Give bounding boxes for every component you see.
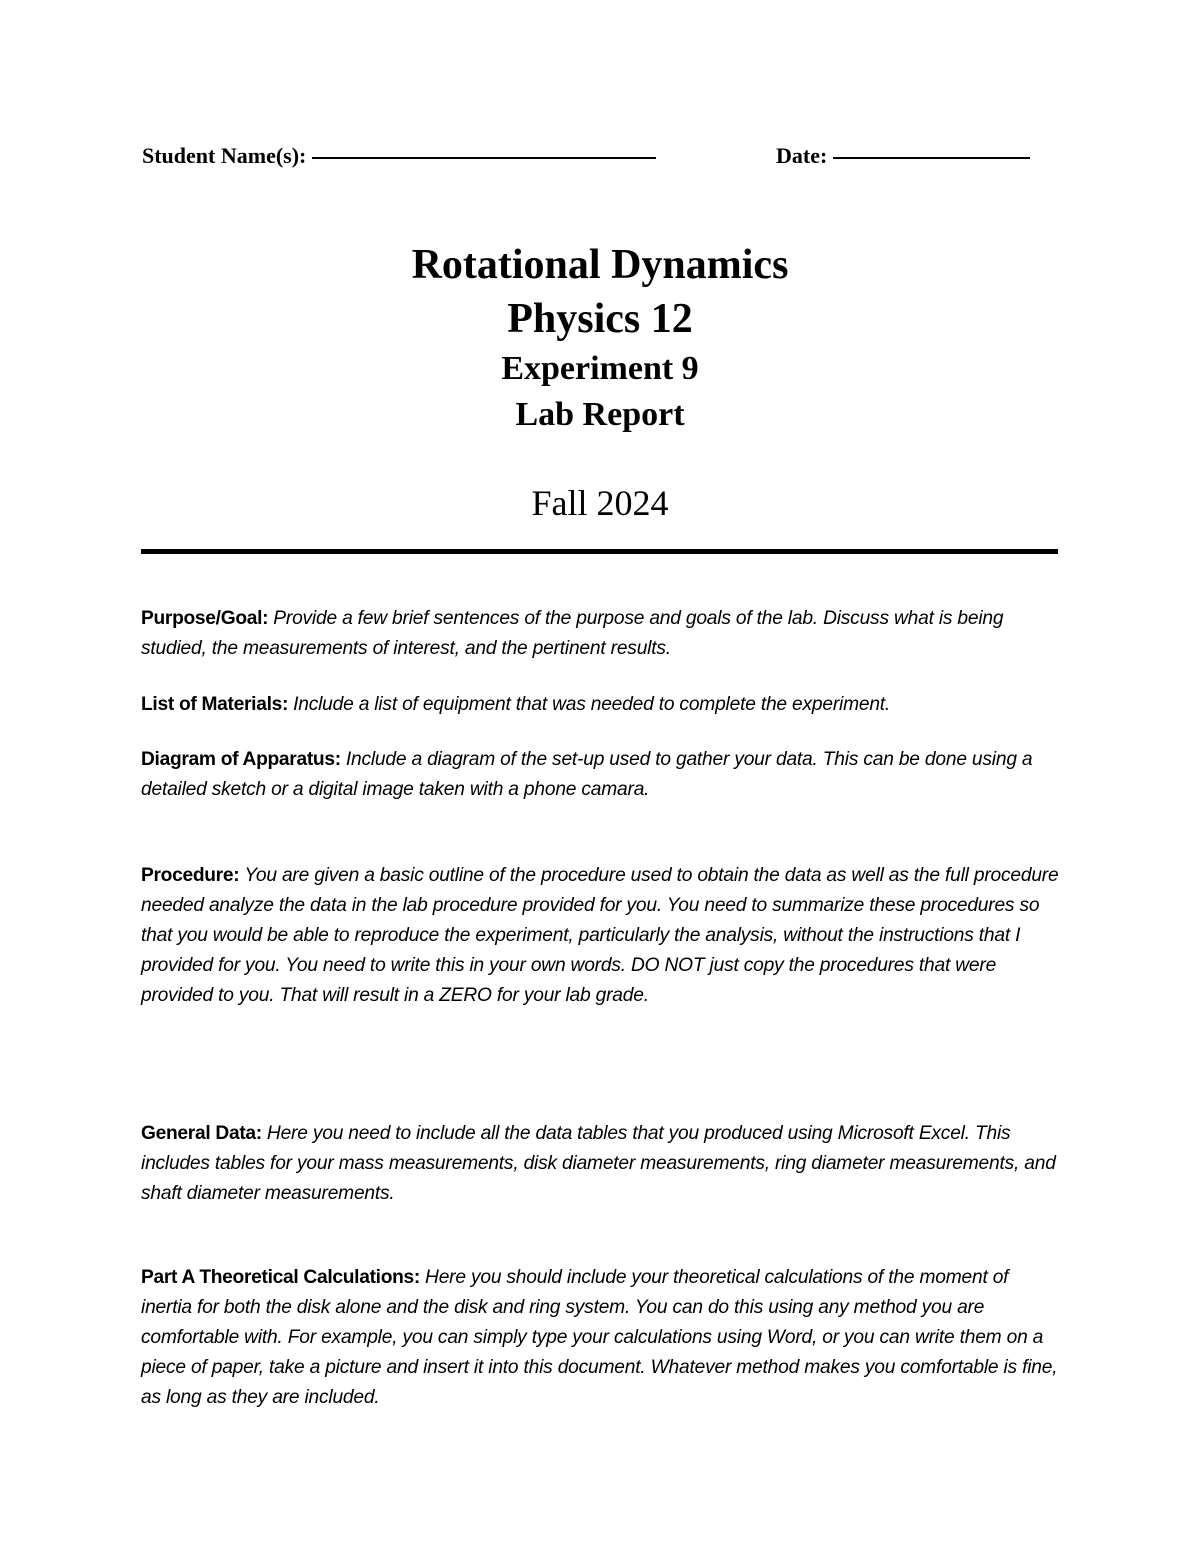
date-field [776, 143, 1030, 169]
student-names-field [142, 143, 656, 169]
student-names-label: Student Name(s): [142, 143, 307, 168]
section-materials-text: Include a list of equipment that was needed to complete the experiment. [293, 694, 891, 715]
section-procedure-label: Procedure: [141, 865, 245, 886]
date-label: Date: [776, 143, 828, 168]
title-block [0, 238, 1200, 438]
section-part-a-label: Part A Theoretical Calculations: [141, 1267, 426, 1288]
section-general-data-text: Here you need to include all the data tables that you produced using Microsoft Excel. This includes tables for your mass measurements, disk diameter measurements, ring diameter measurements, and shaft diameter measurements. [141, 1123, 1056, 1204]
section-general-data-label: General Data: [141, 1123, 267, 1144]
section-purpose-text: Provide a few brief sentences of the purpose and goals of the lab. Discuss what is being studied, the measurements of interest, and the pertinent results. [141, 608, 1004, 659]
date-blank-line [833, 157, 1030, 159]
document-title: Rotational Dynamics [411, 242, 789, 288]
section-purpose [141, 604, 1061, 664]
experiment-number: Experiment 9 [501, 350, 699, 387]
header-fields [142, 143, 1052, 173]
section-materials-label: List of Materials: [141, 694, 294, 715]
horizontal-divider [141, 549, 1058, 554]
report-type: Lab Report [515, 396, 685, 433]
section-materials [141, 690, 1061, 720]
course-name: Physics 12 [507, 296, 693, 342]
section-general-data [141, 1119, 1061, 1209]
section-part-a [141, 1263, 1061, 1413]
term-label: Fall 2024 [531, 483, 669, 523]
section-diagram-label: Diagram of Apparatus: [141, 749, 346, 770]
section-procedure-text: You are given a basic outline of the procedure used to obtain the data as well as the full procedure needed analyze the data in the lab procedure provided for you. You need to summarize these procedures so that you would be able to reproduce the experiment, particularly the analysis, without the instructions that I provided for you. You need to write this in your own words. DO NOT just copy the procedures that were provided to you. That will result in a ZERO for your lab grade. [141, 865, 1059, 1006]
section-diagram-text: Include a diagram of the set-up used to gather your data. This can be done using a detailed sketch or a digital image taken with a phone camara. [141, 749, 1033, 800]
student-names-blank-line [312, 157, 656, 159]
section-procedure [141, 861, 1061, 1011]
section-diagram [141, 745, 1061, 805]
section-part-a-text: Here you should include your theoretical calculations of the moment of inertia for both the disk alone and the disk and ring system. You can do this using any method you are comfortable with. For example, you can simply type your calculations using Word, or you can write them on a piece of paper, take a picture and insert it into this document. Whatever method makes you comfortable is fine, as long as they are included. [141, 1267, 1058, 1408]
section-purpose-label: Purpose/Goal: [141, 608, 274, 629]
